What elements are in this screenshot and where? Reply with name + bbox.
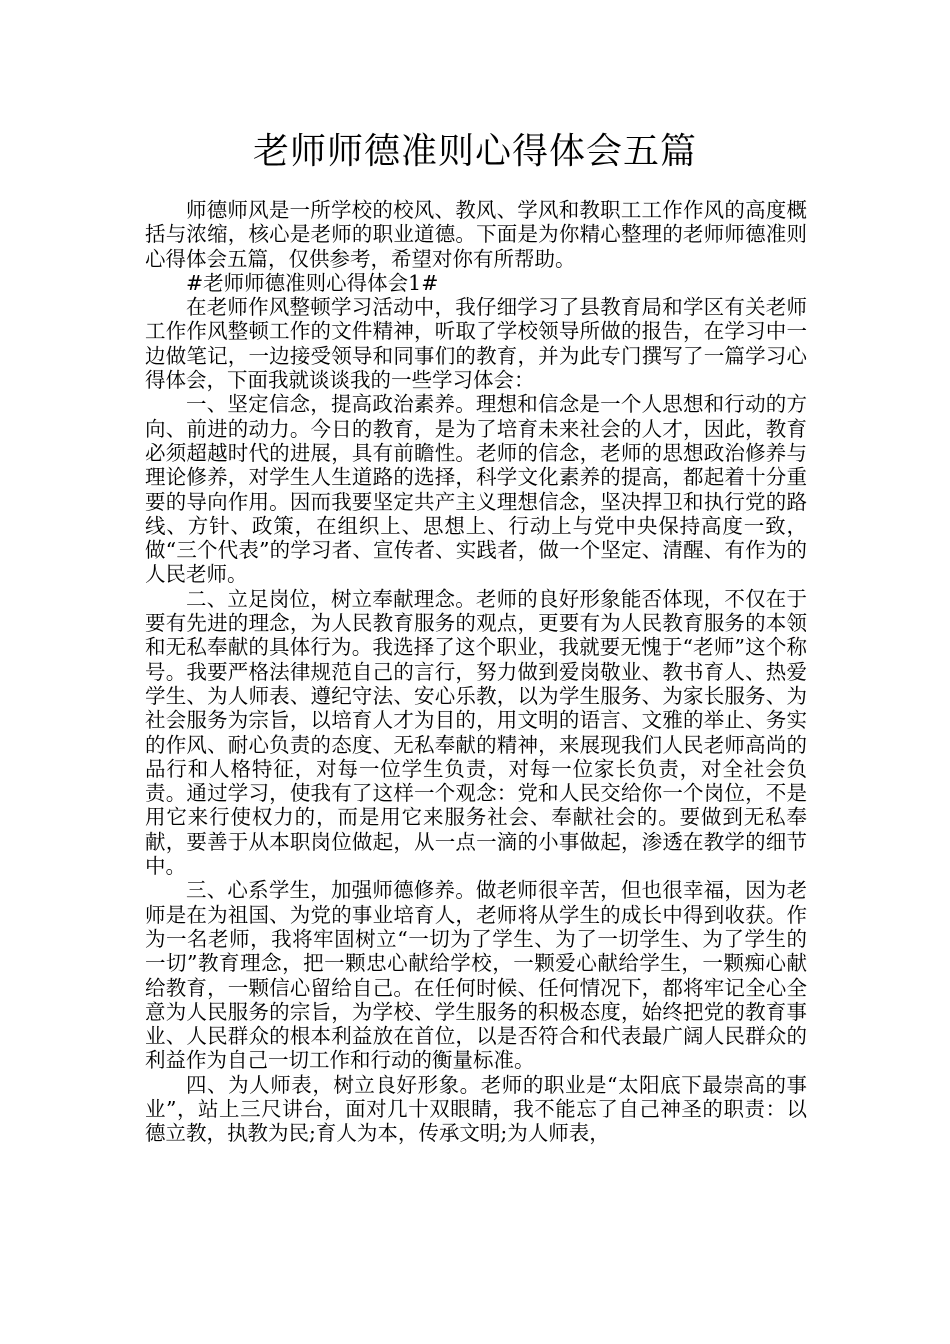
section-heading: #老师师德准则心得体会1# — [186, 270, 439, 295]
intro-paragraph: 师德师风是一所学校的校风、教风、学风和教职工工作作风的高度概括与浓缩，核心是老师的职业道德。下面是为你精心整理的老师师德准则心得体会五篇，仅供参考，希望对你有所帮助。 — [145, 198, 807, 271]
body-paragraph: 三、心系学生，加强师德修养。做老师很辛苦，但也很幸福，因为老师是在为祖国、为党的事业培育人，老师将从学生的成长中得到收获。作为一名老师，我将牢固树立“一切为了学生、为了一切学生、为了学生的一切”教育理念，把一颗忠心献给学校，一颗爱心献给学生，一颗痴心献给教育，一颗信心留给自己。在任何时候、任何情况下，都将牢记全心全意为人民服务的宗旨，为学校、学生服务的积极态度，始终把党的教育事业、人民群众的根本利益放在首位，以是否符合和代表最广阔人民群众的利益作为自己一切工作和行动的衡量标准。 — [145, 878, 807, 1073]
body-paragraph: 二、立足岗位，树立奉献理念。老师的良好形象能否体现，不仅在于要有先进的理念，为人民教育服务的观点，更要有为人民教育服务的本领和无私奉献的具体行为。我选择了这个职业，我就要无愧于“老师”这个称号。我要严格法律规范自己的言行，努力做到爱岗敬业、教书育人、热爱学生、为人师表、遵纪守法、安心乐教，以为学生服务、为家长服务、为社会服务为宗旨，以培育人才为目的，用文明的语言、文雅的举止、务实的作风、耐心负责的态度、无私奉献的精神，来展现我们人民老师高尚的品行和人格特征，对每一位学生负责，对每一位家长负责，对全社会负责。通过学习，使我有了这样一个观念：党和人民交给你一个岗位，不是用它来行使权力的，而是用它来服务社会、奉献社会的。要做到无私奉献，要善于从本职岗位做起，从一点一滴的小事做起，渗透在教学的细节中。 — [145, 586, 807, 879]
document-title: 老师师德准则心得体会五篇 — [252, 131, 697, 172]
body-paragraph: 四、为人师表，树立良好形象。老师的职业是“太阳底下最崇高的事业”，站上三尺讲台，面对几十双眼睛，我不能忘了自己神圣的职责：以德立教，执教为民;育人为本，传承文明;为人师表， — [145, 1072, 807, 1146]
body-paragraph: 在老师作风整顿学习活动中，我仔细学习了县教育局和学区有关老师工作作风整顿工作的文件精神，听取了学校领导所做的报告，在学习中一边做笔记，一边接受领导和同事们的教育，并为此专门撰写了一篇学习心得体会，下面我就谈谈我的一些学习体会： — [145, 295, 807, 393]
document-body — [145, 198, 807, 1146]
body-paragraph: 一、坚定信念，提高政治素养。理想和信念是一个人思想和行动的方向、前进的动力。今日的教育，是为了培育未来社会的人才，因此，教育必须超越时代的进展，具有前瞻性。老师的信念，老师的思想政治修养与理论修养，对学生人生道路的选择，科学文化素养的提高，都起着十分重要的导向作用。因而我要坚定共产主义理想信念，坚决捍卫和执行党的路线、方针、政策，在组织上、思想上、行动上与党中央保持高度一致，做“三个代表”的学习者、宣传者、实践者，做一个坚定、清醒、有作为的人民老师。 — [145, 392, 807, 587]
